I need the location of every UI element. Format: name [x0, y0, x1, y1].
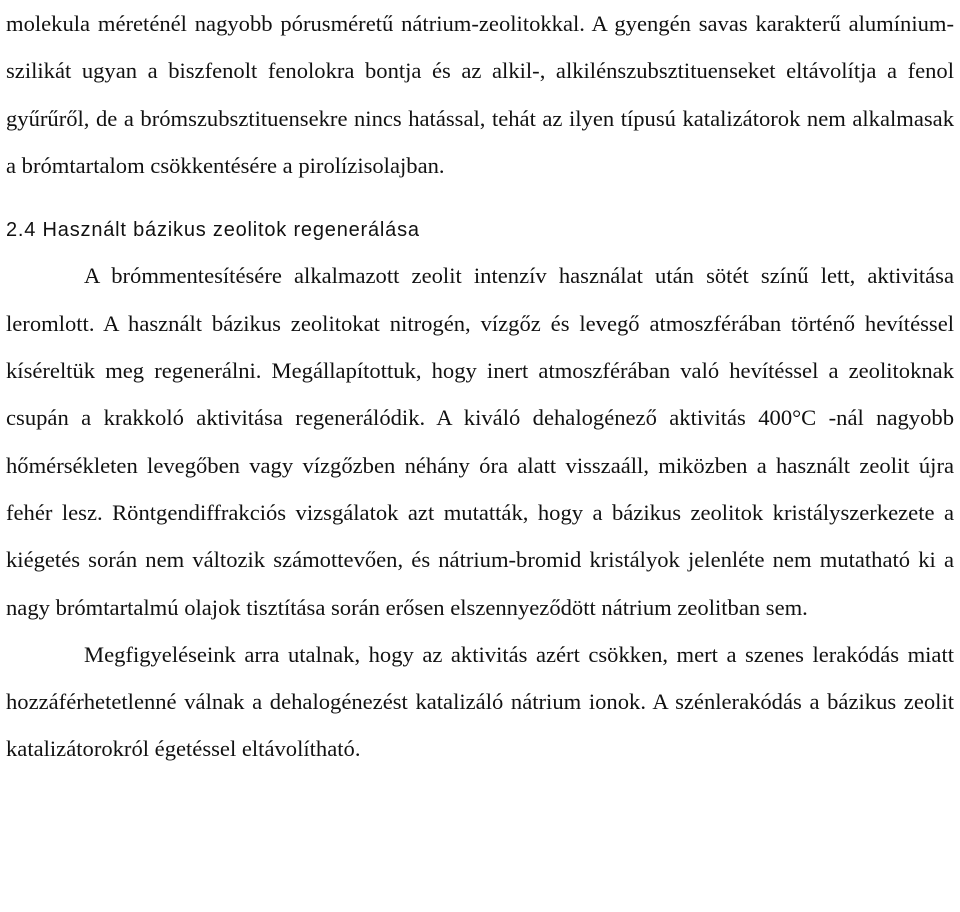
paragraph-observations: Megfigyeléseink arra utalnak, hogy az aktivitás azért csökken, mert a szenes lerakódás miatt hozzáférhetetlenné válnak a dehalogénezést katalizáló nátrium ionok. A szénlerakódás a bázikus zeolit katalizátorokról égetéssel eltávolítható.: [6, 641, 954, 762]
section-spacer: [6, 189, 954, 205]
section-heading: 2.4 Használt bázikus zeolitok regenerálása: [6, 219, 420, 242]
paragraph-regeneration: A brómmentesítésére alkalmazott zeolit intenzív használat után sötét színű lett, aktivitása leromlott. A használt bázikus zeolitokat nitrogén, vízgőz és levegő atmoszférában történő hevítéssel kíséreltük meg regenerálni. Megállapítottuk, hogy inert atmoszférában való hevítéssel a zeolitoknak csupán a krakkoló aktivitása regenerálódik. A kiváló dehalogénező aktivitás 400°C -nál nagyobb hőmérsékleten levegőben vagy vízgőzben néhány óra alatt visszaáll, miközben a használt zeolit újra fehér lesz. Röntgendiffrakciós vizsgálatok azt mutatták, hogy a bázikus zeolitok kristályszerkezete a kiégetés során nem változik számottevően, és nátrium-bromid kristályok jelenléte nem mutatható ki a nagy brómtartalmú olajok tisztítása során erősen elszennyeződött nátrium zeolitban sem.: [6, 263, 954, 620]
paragraph-intro: molekula méreténél nagyobb pórusméretű nátrium-zeolitokkal. A gyengén savas karakterű alumínium-szilikát ugyan a biszfenolt fenolokra bontja és az alkil-, alkilénszubsztituenseket eltávolítja a fenol gyűrűről, de a brómszubsztituensekre nincs hatással, tehát az ilyen típusú katalizátorok nem alkalmasak a brómtartalom csökkentésére a pirolízisolajban.: [6, 11, 954, 178]
document-page: [6, 0, 954, 773]
